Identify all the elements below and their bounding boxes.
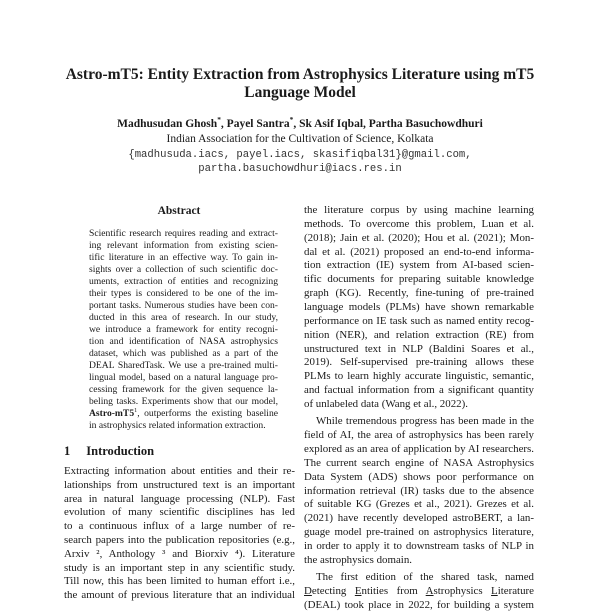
text-line: PLMs to learn highly accurate linguistic, semantic, [304, 370, 534, 383]
text-line: tion and identification of NASA astrophysics [89, 336, 278, 347]
text-line: While tremendous progress has been made in the [316, 415, 534, 428]
text-line: methods. To overcome this problem, Luan et al. [304, 217, 534, 230]
text-line: graph (KG). Recently, fine-tuning of pre-trained [304, 287, 534, 300]
text-line: (DEAL) took place in 2022, for building a system [304, 598, 534, 611]
deal-acronym-word [426, 585, 483, 597]
text-line: uments, extraction of entities and recognizing [89, 276, 278, 287]
text-line [89, 408, 278, 419]
text-line: lingual model, based on a natural language pro- [89, 372, 278, 383]
text-line: The current search engine of NASA Astrophysics [304, 456, 534, 469]
text-line: nition (NER), and relation extraction (RE) from [304, 328, 534, 341]
text-line: lationships from unstructured text is an important [64, 478, 295, 491]
deal-acronym-word [304, 585, 346, 597]
text-line: their types is considered to be one of the im- [89, 288, 278, 299]
text-line: portant tasks. Numerous studies have been con- [89, 300, 278, 311]
text-line: we introduce a framework for entity recogni- [89, 324, 278, 335]
abstract-heading: Abstract [157, 205, 201, 217]
text-line: in order to apply it to downstream tasks of NLP in [304, 539, 534, 552]
text-line: the literature corpus by using machine learning [304, 204, 534, 216]
text-line: cessing framework for the given sequence la- [89, 384, 278, 395]
acronym-letter: L [491, 584, 498, 597]
text-fragment: strophysics [433, 584, 483, 597]
paper-title-line-2: Language Model [244, 84, 356, 101]
text-line: tific literature in an effective way. To gain in- [89, 252, 278, 263]
text-line: Scientific research requires reading and extract- [89, 228, 278, 239]
author-emails: {madhusuda.iacs, payel.iacs, skasifiqbal31}@gmail.com, [128, 149, 472, 161]
text-line: field of AI, the area of astrophysics has been rarely [304, 429, 534, 442]
author-name: Sk Asif Iqbal, Partha Basuchowdhuri [299, 118, 483, 130]
author-emails: partha.basuchowdhuri@iacs.res.in [198, 163, 402, 175]
text-line: ducted in this area of research. In our study, [89, 312, 278, 323]
text-line: guage model pre-trained on astrophysics literature, [304, 526, 534, 539]
introduction-left-column [64, 465, 295, 605]
text-line: beling tasks. Experiments show that our model, [89, 396, 278, 407]
text-line: (2018); Jain et al. (2020); Hou et al. (2021); Mon- [304, 231, 534, 244]
text-line: 2019). Self-supervised pre-training allows these [304, 356, 534, 369]
section-title: Introduction [86, 444, 155, 458]
acronym-letter: A [425, 584, 434, 597]
text-line: to a continuous influx of a large number of re- [64, 520, 295, 533]
text-line: in astrophysics related information extraction. [89, 420, 266, 431]
section-number: 1 [64, 444, 71, 458]
text-line: study is an important step in any scientific study. [64, 561, 295, 574]
text-fragment: etecting [311, 584, 347, 597]
affiliation: Indian Association for the Cultivation of Science, Kolkata [166, 133, 434, 145]
equal-contribution-mark: * [217, 115, 221, 125]
text-line: Arxiv ², Anthology ³ and Biorxiv ⁴). Literature [64, 547, 295, 560]
text-line: DEAL SharedTask. We use a pre-trained multi- [89, 360, 278, 371]
text-line: area in natural language processing (NLP). Fast [64, 492, 295, 505]
text-line: unstructured text in NLP (Baldini Soares et al., [304, 342, 534, 355]
text-line [304, 585, 534, 597]
introduction-right-column [304, 204, 534, 611]
acronym-letter: E [354, 584, 362, 597]
text-line: evolution of many scientific disciplines has led [64, 506, 295, 519]
author-name: Madhusudan Ghosh [117, 118, 218, 130]
footnote-marker: 1 [134, 406, 138, 414]
text-line: the astrophysics domain. [304, 553, 412, 566]
text-line: tific documents for preparing suitable knowledge [304, 273, 534, 286]
acronym-letter: D [304, 584, 312, 597]
text-line: of unlabeled data (Wang et al., 2022). [304, 397, 468, 410]
text-line: explored as an area of application by AI researchers. [304, 442, 534, 455]
text-line: search papers into the publication repositories (e.g., [64, 534, 295, 546]
text-fragment: ntities from [361, 584, 418, 597]
deal-acronym-word [491, 585, 534, 597]
text-line: Data System (ADS) shows poor performance on [304, 470, 534, 483]
text-line: performance on IE task such as named entity recog- [304, 314, 534, 327]
paper-title-line-1: Astro-mT5: Entity Extraction from Astrophysics Literature using mT5 [65, 66, 535, 83]
text-line: of suitable KG (Grezes et al., 2021). Grezes et al. [304, 498, 534, 511]
text-line: information retrieval (IR) tasks due to the absence [304, 484, 534, 497]
text-line: ing relevant information from existing scien- [89, 240, 278, 251]
abstract-body [89, 228, 278, 438]
text-line: Till now, this has been limited to human effort i.e., [64, 575, 295, 588]
text-fragment: iterature [497, 584, 534, 597]
deal-acronym-word [355, 585, 418, 597]
text-fragment: , outperforms the existing baseline [137, 408, 278, 419]
author-list: Madhusudan Ghosh*, Payel Santra*, Sk Asif Iqbal, Partha Basuchowdhuri [117, 115, 483, 130]
model-name: Astro-mT5 [89, 408, 135, 419]
section-heading-introduction [64, 444, 154, 459]
text-line: (2021) have recently developed astroBERT, a lan- [304, 512, 534, 525]
text-line: the amount of previous literature that an individual [64, 589, 295, 602]
text-line: sights over a collection of such scientific doc- [89, 264, 278, 275]
text-line: tion extraction (IE) system from AI-based scien- [304, 259, 534, 272]
text-line: dataset, which was published as a part of the [89, 348, 278, 359]
text-line: The first edition of the shared task, named [316, 571, 534, 584]
text-line: dal et al. (2021) proposed an end-to-end informa- [304, 245, 534, 258]
equal-contribution-mark: * [289, 115, 294, 125]
text-line: Extracting information about entities and their re- [64, 465, 295, 477]
text-line: language models (PLMs) have shown remarkable [304, 300, 534, 313]
author-name: Payel Santra [226, 118, 290, 130]
text-line: and factual information from a significant quantity [304, 384, 534, 397]
